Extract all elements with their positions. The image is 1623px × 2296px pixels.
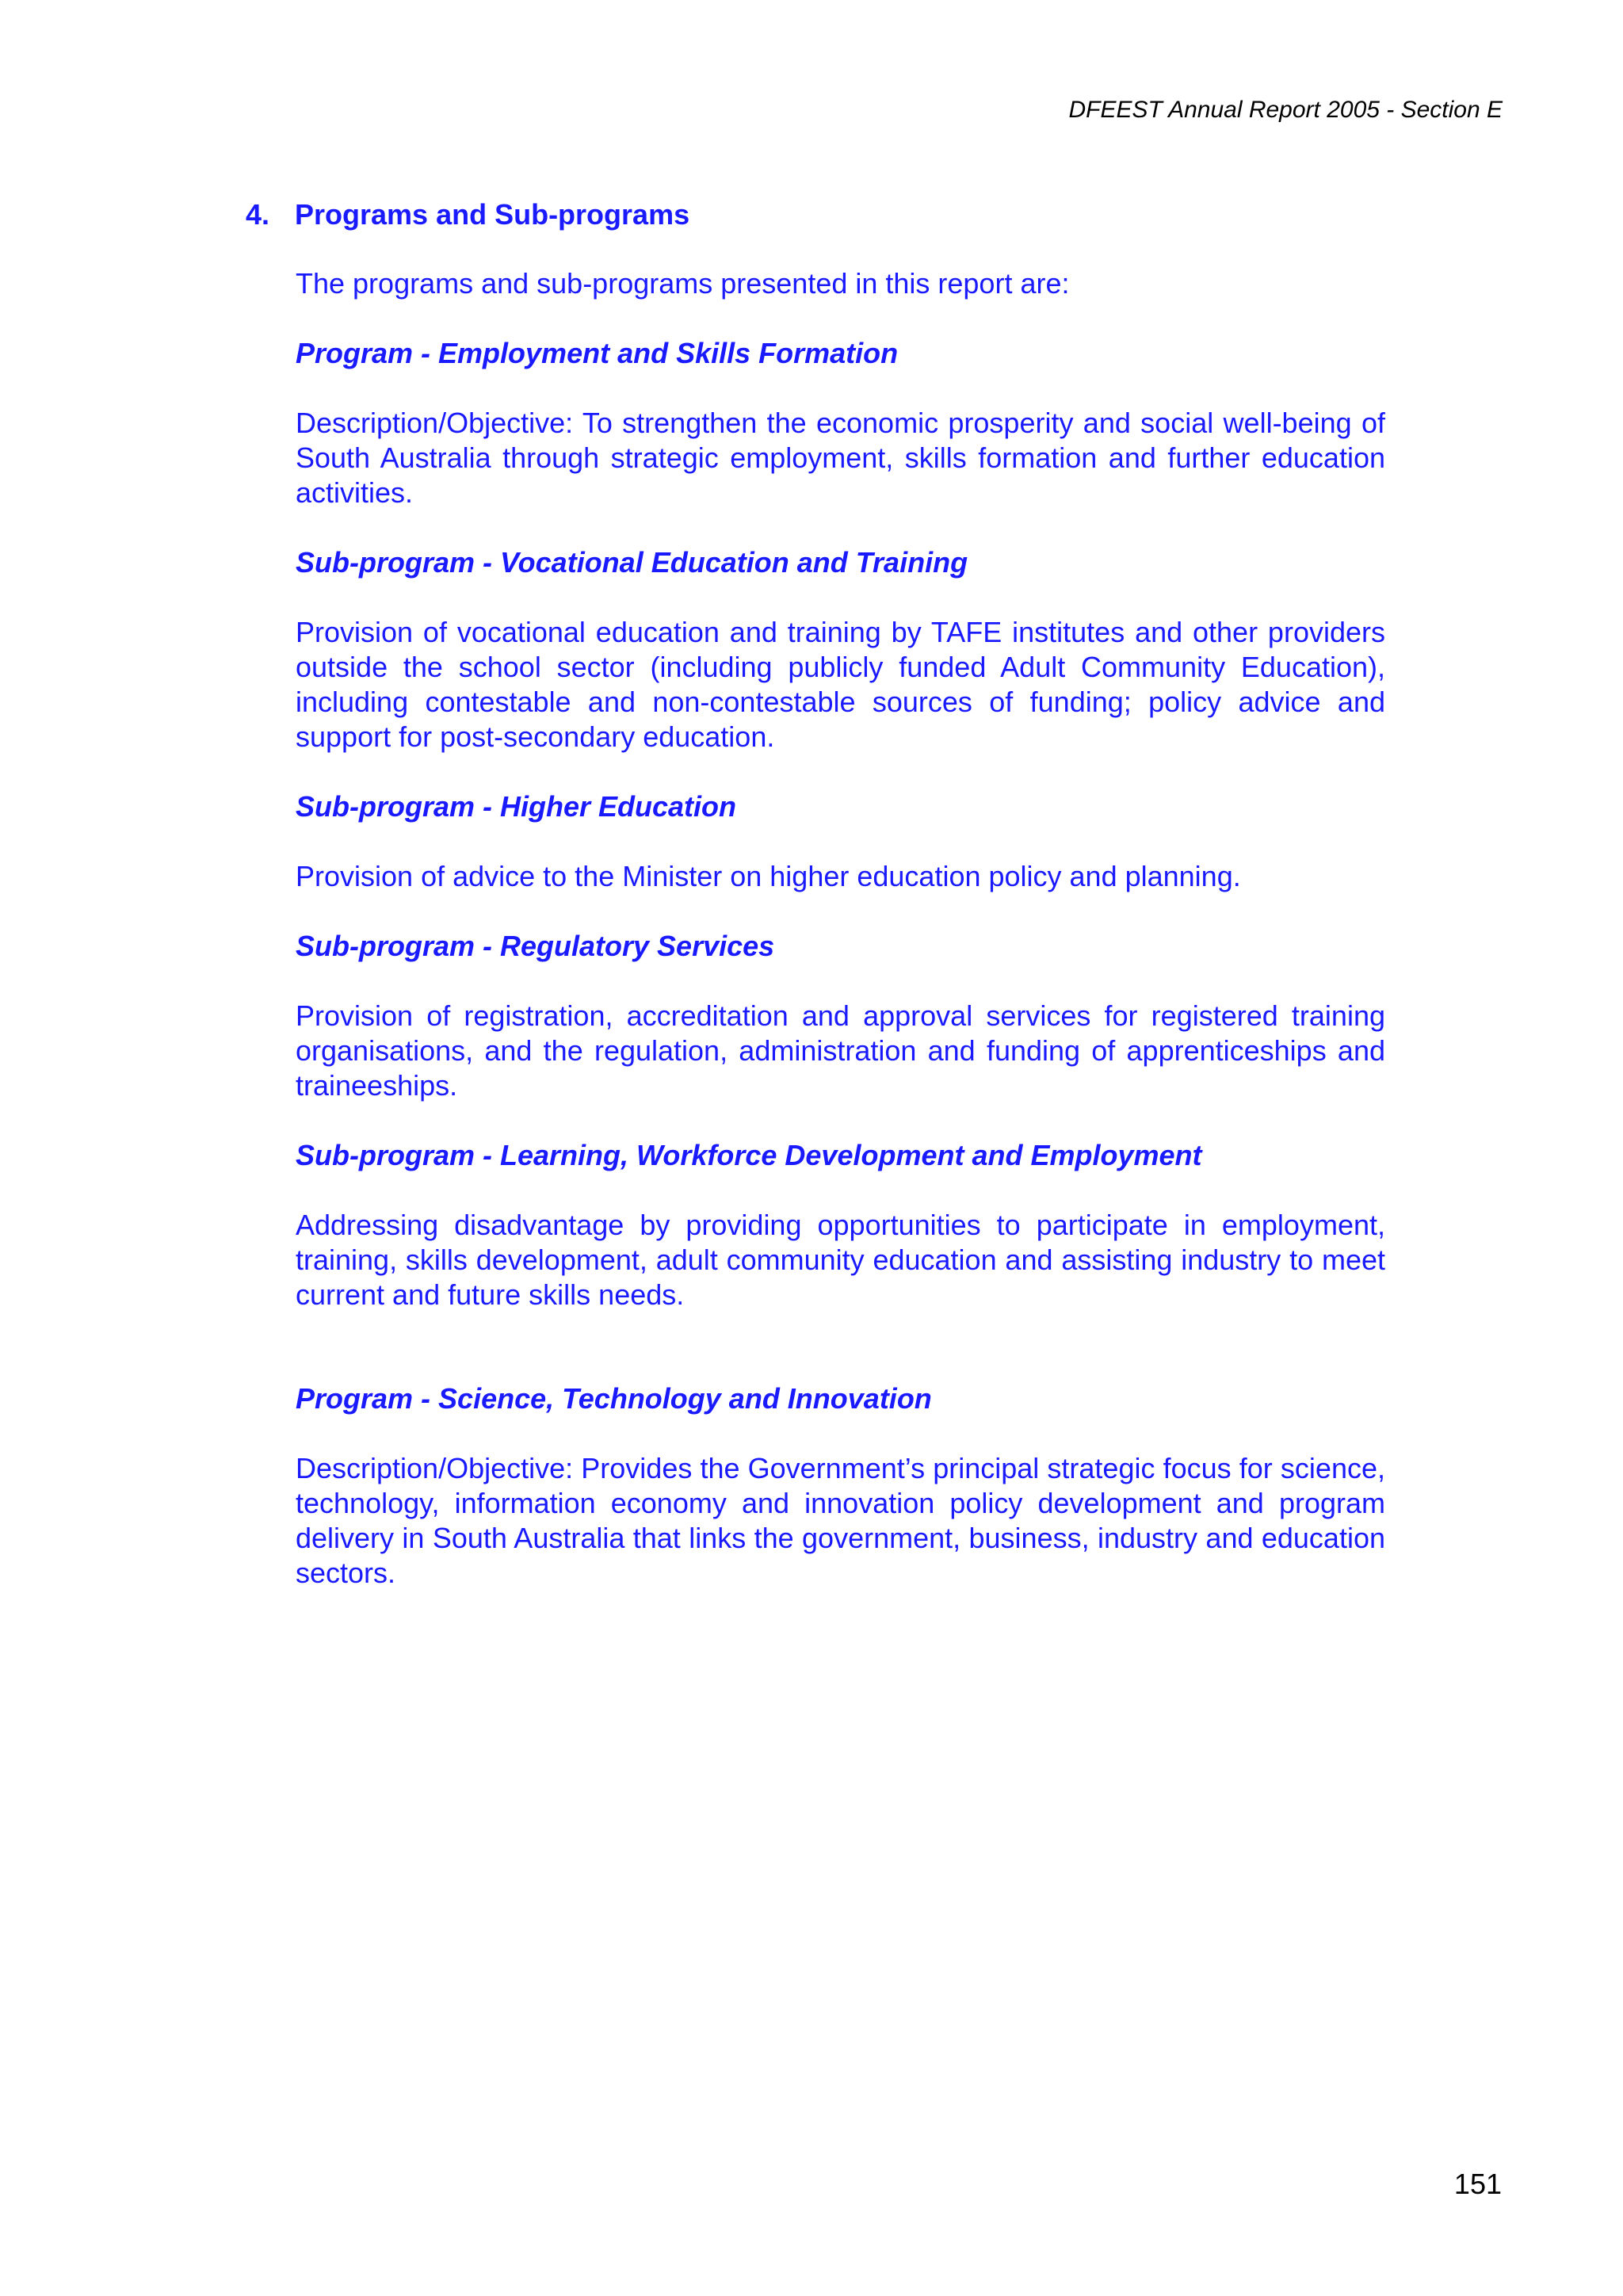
section-number: 4. <box>246 198 270 231</box>
subprogram-text-regulatory: Provision of registration, accreditation and approval services for registered training organisations, and the regulation, administration and funding of apprenticeships and traineeships. <box>296 999 1385 1102</box>
subprogram-heading-vet: Sub-program - Vocational Education and Training <box>296 546 968 579</box>
subprogram-heading-regulatory: Sub-program - Regulatory Services <box>296 930 775 962</box>
page-number: 151 <box>1453 2168 1502 2200</box>
subprogram-heading-learning: Sub-program - Learning, Workforce Development and Employment <box>296 1139 1202 1171</box>
subprogram-text-higher-education: Provision of advice to the Minister on higher education policy and planning. <box>296 860 1241 892</box>
program-heading-employment: Program - Employment and Skills Formation <box>296 337 899 369</box>
running-header: DFEEST Annual Report 2005 - Section E <box>1068 97 1503 123</box>
program-heading-science: Program - Science, Technology and Innovation <box>296 1382 932 1415</box>
section-intro: The programs and sub-programs presented in this report are: <box>296 267 1070 300</box>
document-body <box>296 266 1385 1591</box>
section-title: Programs and Sub-programs <box>295 198 690 231</box>
program-description-science: Description/Objective: Provides the Government’s principal strategic focus for science, technology, information economy and innovation policy development and program delivery in South Australia that links the government, business, industry and education sectors. <box>296 1452 1385 1589</box>
section-heading <box>246 197 689 231</box>
program-description-employment: Description/Objective: To strengthen the economic prosperity and social well-being of South Australia through strategic employment, skills formation and further education activities. <box>296 407 1385 509</box>
subprogram-text-vet: Provision of vocational education and training by TAFE institutes and other providers outside the school sector (including publicly funded Adult Community Education), including contestable and non-contestable sources of funding; policy advice and support for post-secondary education. <box>296 616 1385 753</box>
subprogram-heading-higher-education: Sub-program - Higher Education <box>296 790 737 823</box>
subprogram-text-learning: Addressing disadvantage by providing opportunities to participate in employment, training, skills development, adult community education and assisting industry to meet current and future skills needs. <box>296 1209 1385 1311</box>
